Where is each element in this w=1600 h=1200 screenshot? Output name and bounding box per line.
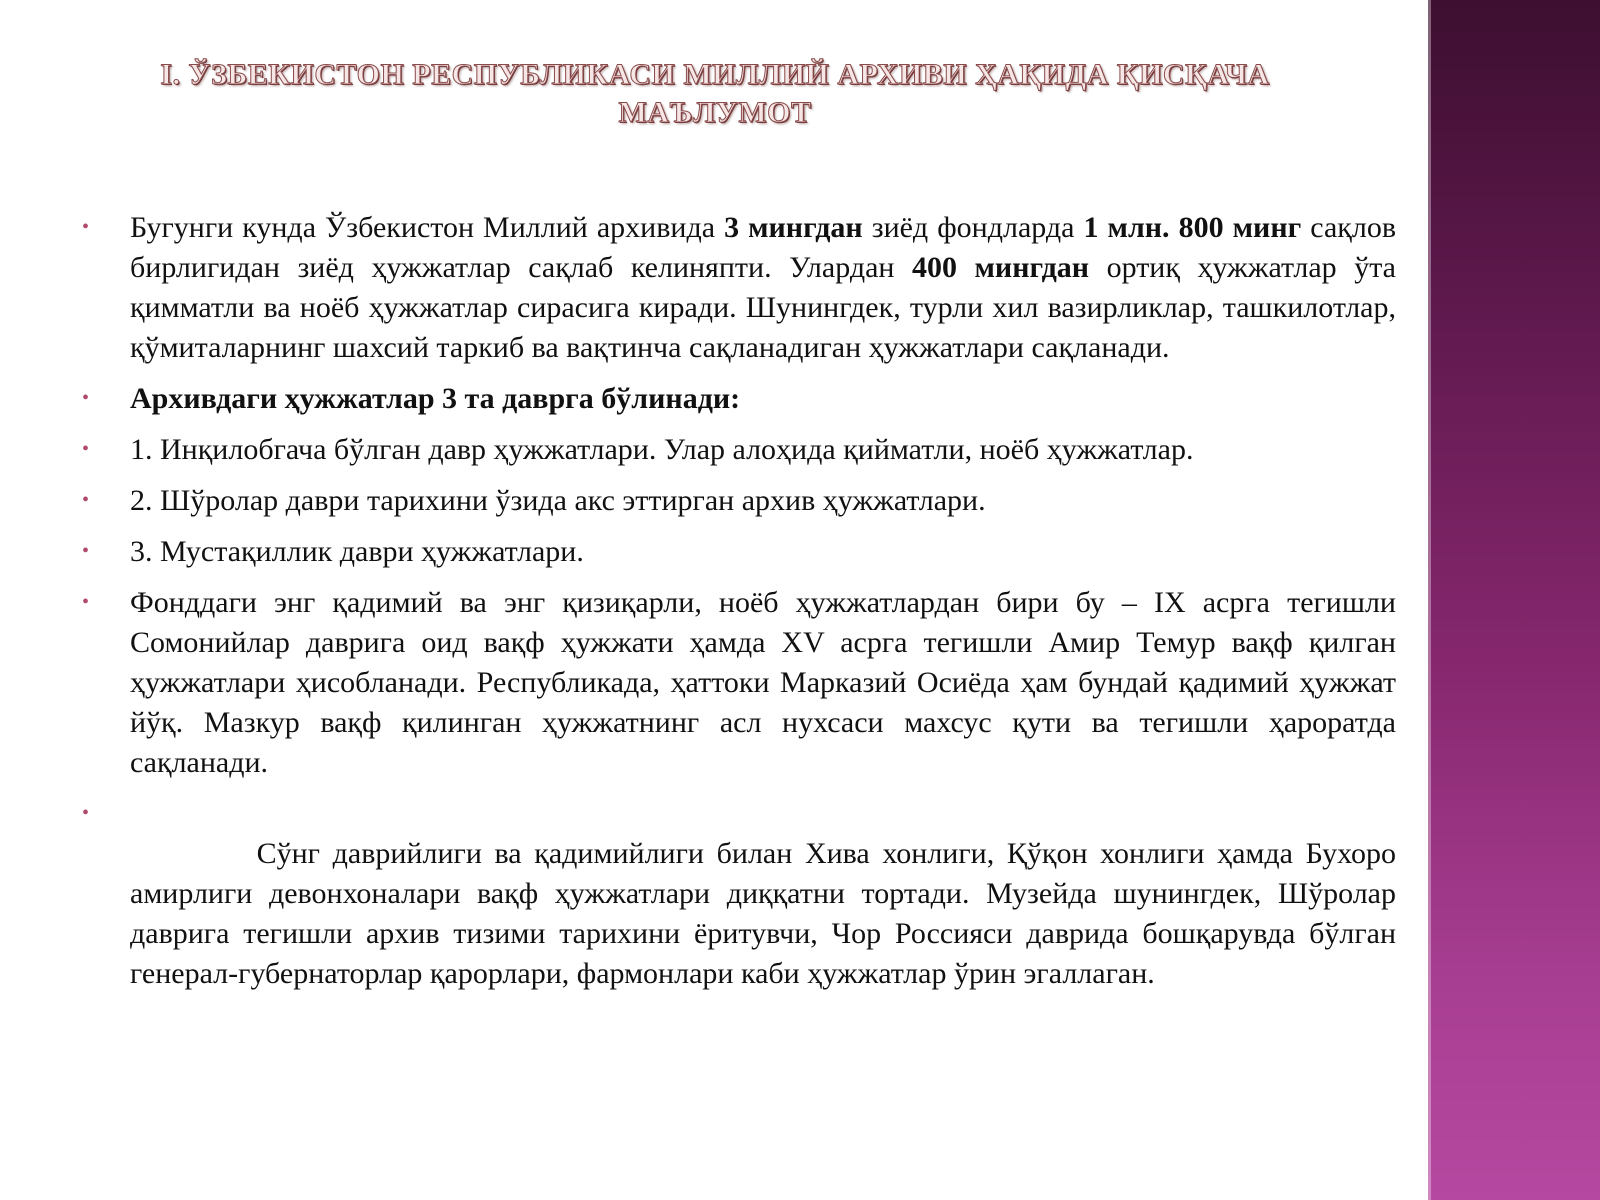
bullet-icon: •	[82, 802, 90, 824]
bullet-bold-text: Архивдаги ҳужжатлар 3 та даврга бўлинади:	[130, 382, 741, 415]
bullet-icon: •	[82, 216, 90, 238]
bullet-icon: •	[82, 489, 90, 511]
bullet-text: Сўнг даврийлиги ва қадимийлиги билан Хива хонлиги, Қўқон хонлиги ҳамда Бухоро амирлиги девонхоналари вақф ҳужжатлари диққатни тортади. Музейда шунингдек, Шўролар даврига тегишли архив тизими тарихини ёритувчи, Чор Россияси даврида бошқарувда бўлган генерал-губернаторлар қарорлари, фармонлари каби ҳужжатлар ўрин эгаллаган.	[130, 837, 1404, 990]
bullet-item-periods-heading	[80, 379, 1396, 419]
bullet-item-period-3	[80, 532, 1396, 572]
bullet-icon: •	[82, 540, 90, 562]
slide-title-line-1: I. ЎЗБЕКИСТОН РЕСПУБЛИКАСИ МИЛЛИЙ АРХИВИ ҲАҚИДА ҚИСҚАЧА	[160, 58, 1270, 91]
slide-title	[120, 56, 1310, 132]
bullet-list	[80, 208, 1404, 1034]
bullet-text: Фонддаги энг қадимий ва энг қизиқарли, ноёб ҳужжатлардан бири бу – IX асрга тегишли Сомонийлар даврига оид вақф ҳужжати ҳамда XV асрга тегишли Амир Темур вақф қилган ҳужжатлари ҳисобланади. Республикада, ҳаттоки Марказий Осиёда ҳам бундай қадимий ҳужжат йўқ. Мазкур вақф қилинган ҳужжатнинг асл нухсаси махсус қути ва тегишли ҳароратда сақланади.	[130, 586, 1396, 779]
bullet-bold-text: 400 мингдан	[911, 251, 1090, 284]
bullet-item-khanate-documents	[80, 794, 1404, 1034]
decorative-side-band	[1428, 0, 1600, 1200]
bullet-text: Бугунги кунда Ўзбекистон Миллий архивида	[130, 211, 725, 244]
bullet-text: 1. Инқилобгача бўлган давр ҳужжатлари. Улар алоҳида қийматли, ноёб ҳужжатлар.	[130, 433, 1194, 466]
slide-title-line-2: МАЪЛУМОТ	[618, 96, 812, 129]
bullet-icon: •	[82, 591, 90, 613]
bullet-icon: •	[82, 387, 90, 409]
bullet-text: сақлов бирлигидан зиёд ҳужжатлар сақлаб келиняпти. Улардан	[130, 211, 1396, 284]
bullet-text: ортиқ ҳужжатлар ўта қимматли ва ноёб ҳужжатлар сирасига киради. Шунингдек, турли хил вазирликлар, ташкилотлар, қўмиталарнинг шахсий таркиб ва вақтинча сақланадиган ҳужжатлари сақланади.	[130, 251, 1396, 364]
bullet-text: зиёд фондларда	[862, 211, 1084, 244]
bullet-item-period-2	[80, 481, 1396, 521]
bullet-bold-text: 1 млн. 800 минг	[1083, 211, 1302, 244]
bullet-text: 2. Шўролар даври тарихини ўзида акс эттирган архив ҳужжатлари.	[130, 484, 986, 517]
bullet-icon: •	[82, 438, 90, 460]
bullet-item-period-1	[80, 430, 1396, 470]
bullet-text: 3. Мустақиллик даври ҳужжатлари.	[130, 535, 584, 568]
bullet-item-archive-holdings	[80, 208, 1396, 368]
bullet-bold-text: 3 мингдан	[724, 211, 863, 244]
slide-body	[80, 208, 1404, 1045]
bullet-item-ancient-documents	[80, 583, 1396, 783]
